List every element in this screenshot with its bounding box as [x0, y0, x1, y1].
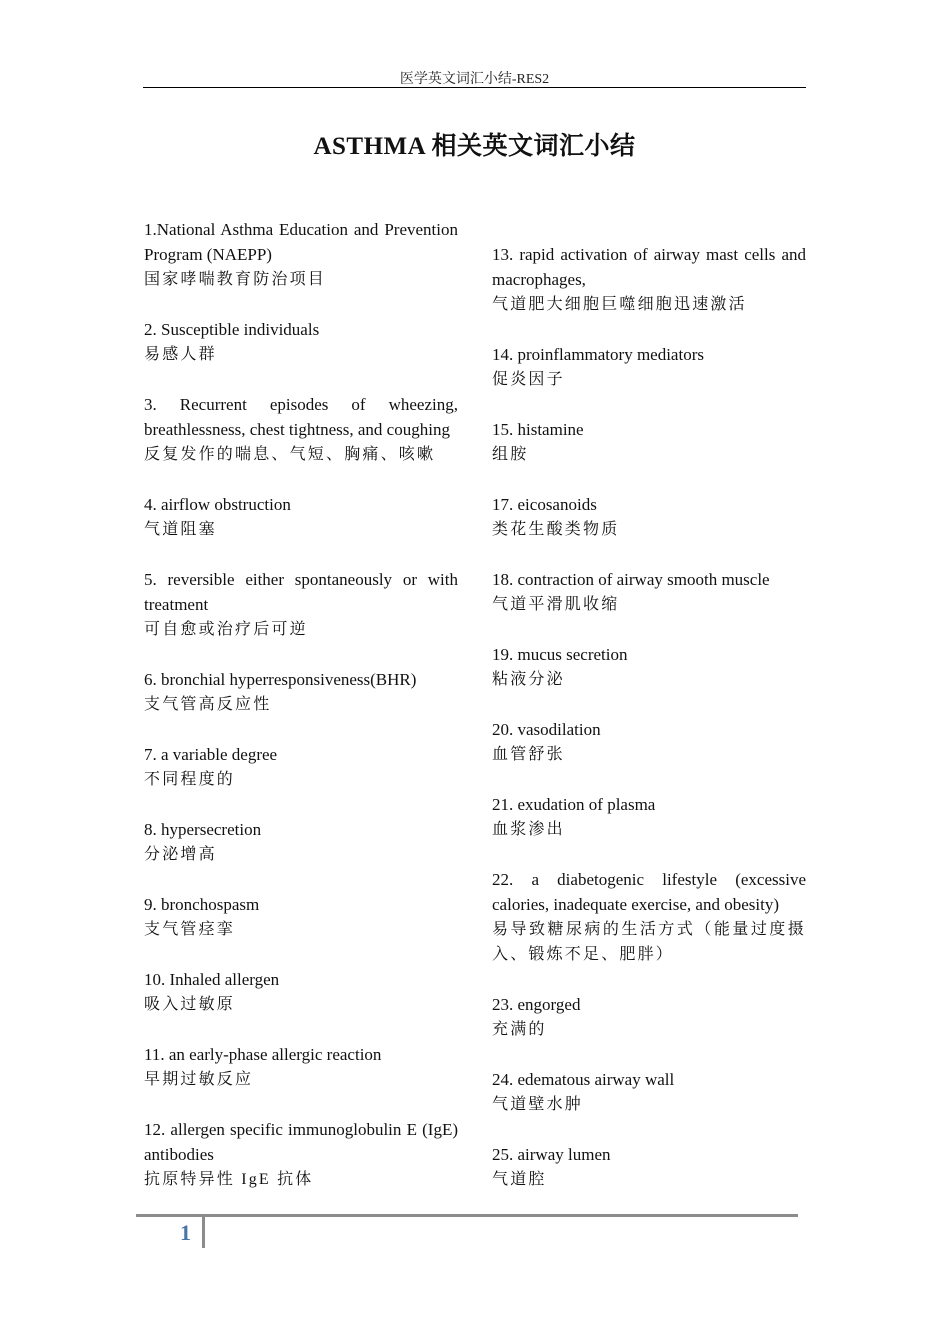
vocab-entry	[144, 817, 458, 867]
term-chinese: 气道肥大细胞巨噬细胞迅速激活	[492, 296, 747, 313]
term-english: 9. bronchospasm	[144, 895, 260, 914]
vocab-entry	[492, 642, 806, 692]
term-chinese: 气道壁水肿	[492, 1096, 584, 1113]
vocab-entry	[144, 492, 458, 542]
term-english: 17. eicosanoids	[492, 495, 597, 514]
term-chinese: 吸入过敏原	[144, 996, 236, 1013]
term-chinese: 分泌增高	[144, 846, 217, 863]
term-english: 13. rapid activation of airway mast cells and macrophages,	[492, 245, 806, 289]
vocab-entry	[144, 1042, 458, 1092]
term-english: 2. Susceptible individuals	[144, 320, 320, 339]
vocab-entry	[144, 967, 458, 1017]
term-english: 24. edematous airway wall	[492, 1070, 675, 1089]
term-english: 25. airway lumen	[492, 1145, 611, 1164]
term-english: 1.National Asthma Education and Prevention Program (NAEPP)	[144, 220, 458, 264]
term-chinese: 早期过敏反应	[144, 1071, 254, 1088]
term-english: 19. mucus secretion	[492, 645, 628, 664]
term-chinese: 气道平滑肌收缩	[492, 596, 620, 613]
page-number: 1	[180, 1220, 191, 1245]
header-rule	[143, 87, 806, 88]
vocab-entry	[492, 792, 806, 842]
vocab-entry	[492, 867, 806, 967]
footer-rule	[136, 1214, 798, 1217]
vocab-entry	[492, 717, 806, 767]
vocab-entry	[144, 217, 458, 292]
vocab-entry	[144, 892, 458, 942]
term-english: 18. contraction of airway smooth muscle	[492, 570, 770, 589]
term-chinese: 可自愈或治疗后可逆	[144, 621, 308, 638]
term-english: 23. engorged	[492, 995, 581, 1014]
vocab-entry	[144, 667, 458, 717]
term-english: 3. Recurrent episodes of wheezing, breathlessness, chest tightness, and coughing	[144, 395, 458, 439]
term-chinese: 国家哮喘教育防治项目	[144, 271, 327, 288]
term-chinese: 易感人群	[144, 346, 217, 363]
term-english: 8. hypersecretion	[144, 820, 262, 839]
vocab-entry	[492, 1142, 806, 1192]
term-chinese: 气道阻塞	[144, 521, 217, 538]
term-chinese: 抗原特异性 IgE 抗体	[144, 1171, 314, 1188]
term-english: 10. Inhaled allergen	[144, 970, 280, 989]
term-chinese: 易导致糖尿病的生活方式（能量过度摄入、锻炼不足、肥胖）	[492, 921, 806, 963]
term-chinese: 粘液分泌	[492, 671, 565, 688]
term-english: 22. a diabetogenic lifestyle (excessive calories, inadequate exercise, and obesity)	[492, 870, 806, 914]
term-english: 4. airflow obstruction	[144, 495, 291, 514]
term-chinese: 气道腔	[492, 1171, 547, 1188]
page-number-divider	[202, 1217, 205, 1248]
vocab-entry	[492, 1067, 806, 1117]
term-english: 21. exudation of plasma	[492, 795, 656, 814]
running-header: 医学英文词汇小结-RES2	[399, 72, 550, 87]
vocab-entry	[492, 567, 806, 617]
term-english: 5. reversible either spontaneously or with treatment	[144, 570, 458, 614]
vocab-entry	[144, 317, 458, 367]
left-column	[144, 217, 458, 1217]
term-english: 20. vasodilation	[492, 720, 601, 739]
vocab-entry	[492, 492, 806, 542]
term-chinese: 支气管痉挛	[144, 921, 236, 938]
term-chinese: 反复发作的喘息、气短、胸痛、咳嗽	[144, 446, 436, 463]
term-chinese: 组胺	[492, 446, 529, 463]
vocab-entry	[492, 242, 806, 317]
term-chinese: 血管舒张	[492, 746, 565, 763]
vocab-entry	[492, 992, 806, 1042]
term-english: 6. bronchial hyperresponsiveness(BHR)	[144, 670, 417, 689]
term-chinese: 不同程度的	[144, 771, 236, 788]
page-title: ASTHMA 相关英文词汇小结	[313, 133, 636, 160]
term-english: 14. proinflammatory mediators	[492, 345, 704, 364]
vocab-entry	[144, 392, 458, 467]
vocab-entry	[144, 742, 458, 792]
term-chinese: 充满的	[492, 1021, 547, 1038]
right-column	[492, 242, 806, 1217]
vocab-entry	[144, 1117, 458, 1192]
term-chinese: 血浆渗出	[492, 821, 565, 838]
term-english: 15. histamine	[492, 420, 584, 439]
term-chinese: 促炎因子	[492, 371, 565, 388]
vocab-entry	[492, 342, 806, 392]
term-chinese: 支气管高反应性	[144, 696, 272, 713]
term-english: 7. a variable degree	[144, 745, 278, 764]
term-chinese: 类花生酸类物质	[492, 521, 620, 538]
vocab-entry	[144, 567, 458, 642]
vocab-entry	[492, 417, 806, 467]
term-english: 11. an early-phase allergic reaction	[144, 1045, 382, 1064]
term-english: 12. allergen specific immunoglobulin E (IgE) antibodies	[144, 1120, 458, 1164]
